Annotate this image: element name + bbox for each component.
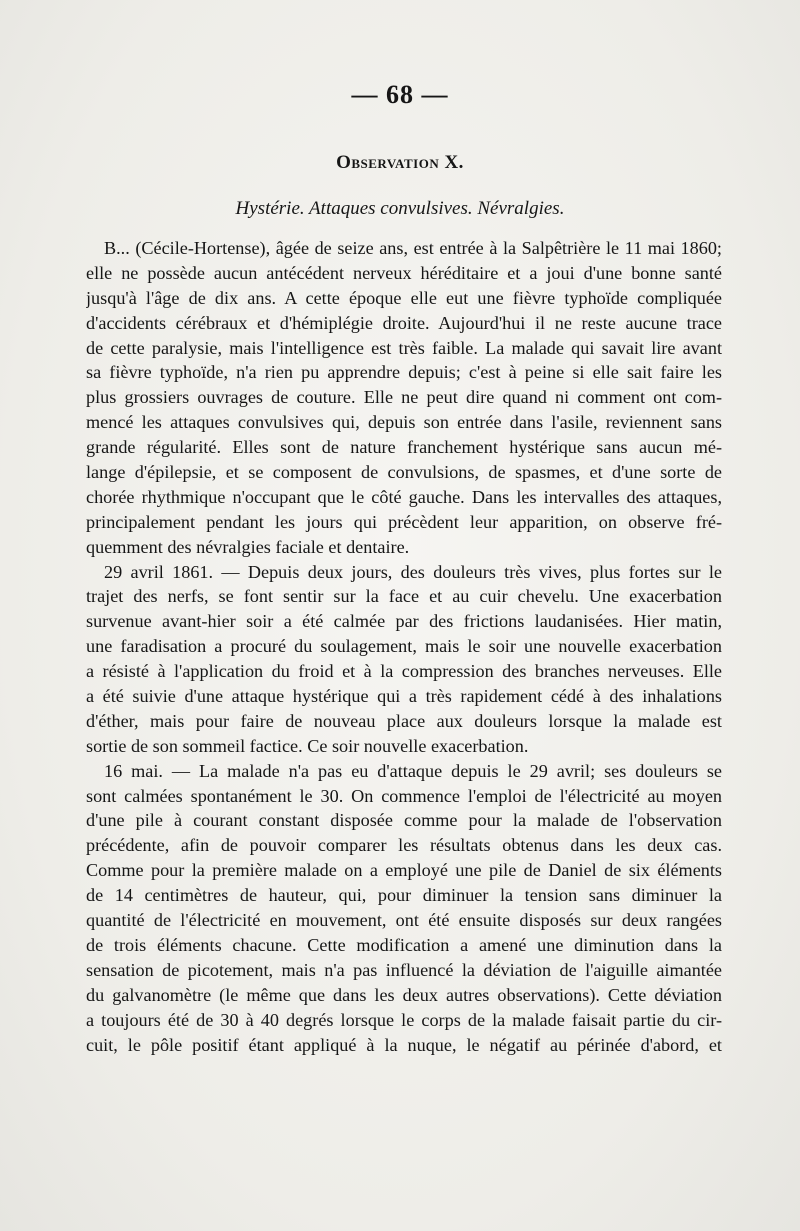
text-line: sont calmées spontanément le 30. On commence l'emploi de l'électricité au moyen xyxy=(86,785,722,806)
body-text xyxy=(86,236,722,1057)
text-line: B... (Cécile-Hortense), âgée de seize ans, est entrée à la Salpêtrière le 11 mai 1860; xyxy=(104,238,722,258)
text-line: une faradisation a procuré du soulagement, mais le soir une nouvelle exacerbation xyxy=(86,636,722,657)
text-line: précédente, afin de pouvoir comparer les résultats obtenus dans les deux cas. xyxy=(86,835,722,856)
text-line: d'une pile à courant constant disposée comme pour la malade de l'observation xyxy=(86,810,722,831)
text-line: du galvanomètre (le même que dans les deux autres observations). Cette déviation xyxy=(86,984,722,1005)
text-line: de trois éléments chacune. Cette modification a amené une diminution dans la xyxy=(86,934,722,955)
text-line: Comme pour la première malade on a employé une pile de Daniel de six éléments xyxy=(86,860,722,881)
page-number: — 68 — xyxy=(351,80,449,109)
text-line: de 14 centimètres de hauteur, qui, pour diminuer la tension sans diminuer la xyxy=(86,885,722,906)
text-line: 16 mai. — La malade n'a pas eu d'attaque depuis le 29 avril; ses douleurs se xyxy=(104,760,722,781)
text-line: a résisté à l'application du froid et à la compression des branches nerveuses. Elle xyxy=(86,661,722,682)
text-line: sortie de son sommeil factice. Ce soir nouvelle exacerbation. xyxy=(86,735,529,756)
observation-title: Observation X. xyxy=(336,152,464,173)
text-line: cuit, le pôle positif étant appliqué à la nuque, le négatif au périnée d'abord, et xyxy=(86,1034,722,1055)
observation-subtitle: Hystérie. Attaques convulsives. Névralgies. xyxy=(235,198,565,219)
text-line: a toujours été de 30 à 40 degrés lorsque le corps de la malade faisait partie du cir- xyxy=(86,1009,722,1030)
text-line: mencé les attaques convulsives qui, depuis son entrée dans l'asile, reviennent sans xyxy=(86,412,722,433)
text-line: trajet des nerfs, se font sentir sur la face et au cuir chevelu. Une exacerbation xyxy=(86,586,722,607)
text-line: lange d'épilepsie, et se composent de convulsions, de spasmes, et d'une sorte de xyxy=(86,462,722,483)
text-line: quantité de l'électricité en mouvement, ont été ensuite disposés sur deux rangées xyxy=(86,910,722,931)
paragraph xyxy=(86,560,722,759)
text-line: sensation de picotement, mais n'a pas influencé la déviation de l'aiguille aimantée xyxy=(86,959,722,980)
text-line: sa fièvre typhoïde, n'a rien pu apprendre depuis; c'est à peine si elle sait faire les xyxy=(86,362,722,383)
text-line: elle ne possède aucun antécédent nerveux héréditaire et a joui d'une bonne santé xyxy=(86,262,722,283)
text-line: 29 avril 1861. — Depuis deux jours, des douleurs très vives, plus fortes sur le xyxy=(104,561,722,582)
text-line: quemment des névralgies faciale et dentaire. xyxy=(86,536,410,557)
text-line: d'éther, mais pour faire de nouveau place aux douleurs lorsque la malade est xyxy=(86,710,722,731)
text-line: plus grossiers ouvrages de couture. Elle ne peut dire quand ni comment ont com- xyxy=(86,387,722,408)
text-line: survenue avant-hier soir a été calmée par des frictions laudanisées. Hier matin, xyxy=(86,611,722,632)
text-line: chorée rhythmique n'occupant que le côté gauche. Dans les intervalles des attaques, xyxy=(86,486,722,507)
text-line: de cette paralysie, mais l'intelligence est très faible. La malade qui savait lire avant xyxy=(86,337,722,358)
text-line: grande régularité. Elles sont de nature franchement hystérique sans aucun mé- xyxy=(86,437,722,458)
text-line: principalement pendant les jours qui précèdent leur apparition, on observe fré- xyxy=(86,511,722,532)
text-line: d'accidents cérébraux et d'hémiplégie droite. Aujourd'hui il ne reste aucune trace xyxy=(86,312,722,333)
text-line: jusqu'à l'âge de dix ans. A cette époque elle eut une fièvre typhoïde compliquée xyxy=(86,287,722,308)
text-line: a été suivie d'une attaque hystérique qui a très rapidement cédé à des inhalations xyxy=(86,686,722,707)
paragraph xyxy=(86,759,722,1058)
paragraph xyxy=(86,236,722,560)
